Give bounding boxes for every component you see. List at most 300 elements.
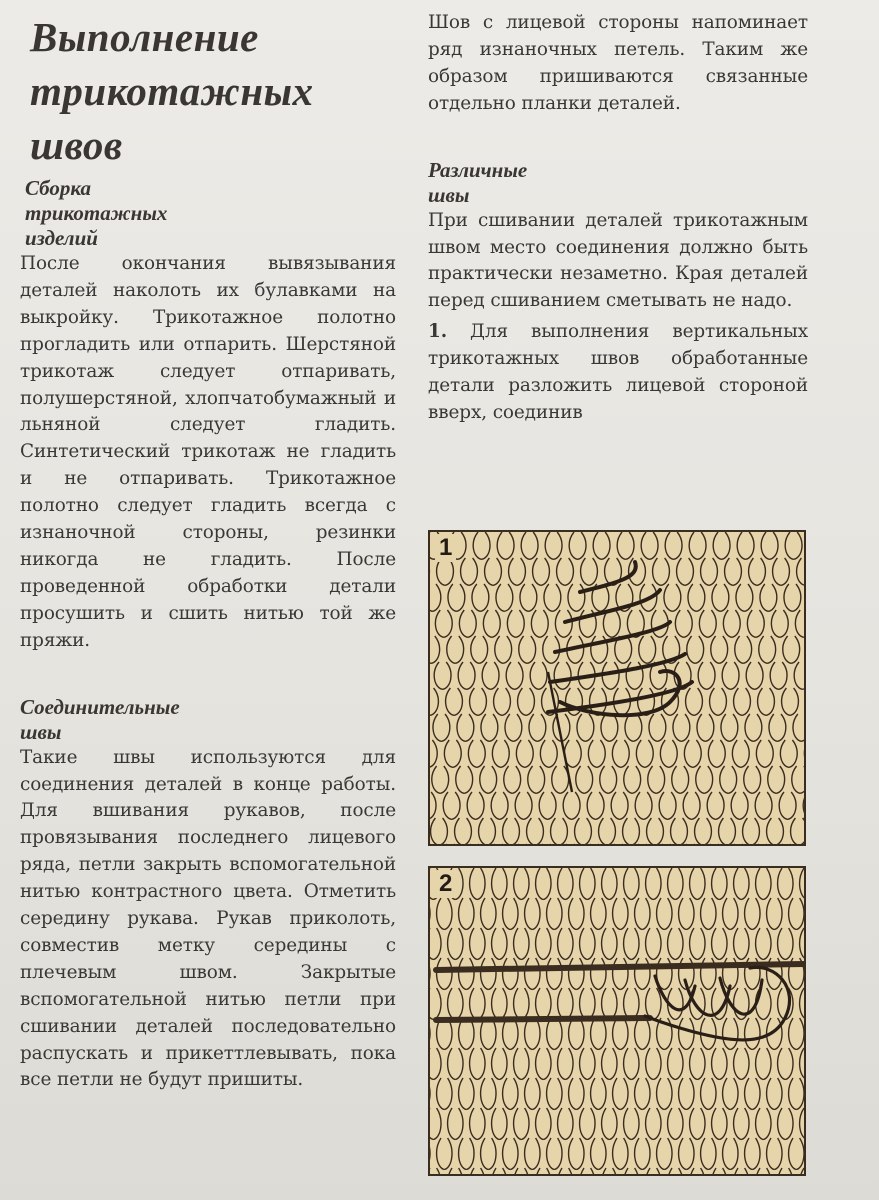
knit-stitch xyxy=(617,532,634,559)
knit-stitch xyxy=(473,532,490,559)
knit-stitch xyxy=(430,636,440,663)
knit-stitch xyxy=(679,1018,694,1050)
knit-stitch xyxy=(675,610,692,637)
knit-stitch xyxy=(529,714,546,741)
knit-stitch xyxy=(746,662,763,689)
knit-stitch xyxy=(536,928,551,960)
knit-stitch xyxy=(470,988,485,1020)
knit-stitch xyxy=(603,610,620,637)
knit-stitch xyxy=(771,610,788,637)
knit-stitch xyxy=(470,688,487,715)
knit-stitch xyxy=(744,766,761,793)
figure-2-drawing xyxy=(430,868,804,1174)
knit-stitch xyxy=(732,740,749,767)
knit-stitch xyxy=(778,1168,793,1174)
continuation-text: Шов с лицевой стороны напоминает ряд изнаночных петель. Таким же образом пришиваются связанные отдельно планки деталей. xyxy=(428,12,808,114)
knit-stitch xyxy=(602,1108,617,1140)
knit-stitch xyxy=(792,766,804,793)
knit-stitch xyxy=(482,662,499,689)
knit-stitch xyxy=(569,958,584,990)
section-text-various: При сшивании деталей трикотажным швом место соединения должно быть практически незаметно. Края деталей перед сшиванием сметывать не надо. xyxy=(428,209,808,312)
knit-stitch xyxy=(635,1138,650,1170)
knit-stitch xyxy=(800,928,804,960)
knit-stitch xyxy=(613,958,628,990)
knit-stitch xyxy=(778,928,793,960)
page-title: Выполнение трикотажных швов xyxy=(30,14,314,168)
knit-stitch xyxy=(458,662,475,689)
knit-stitch xyxy=(547,1138,562,1170)
knit-stitch xyxy=(516,740,533,767)
knit-stitch xyxy=(545,532,562,559)
knit-stitch xyxy=(448,1048,463,1080)
knit-stitch xyxy=(503,818,520,844)
knit-stitch xyxy=(432,766,449,793)
knit-stitch xyxy=(527,818,544,844)
knit-stitch xyxy=(434,662,451,689)
knit-stitch xyxy=(470,1048,485,1080)
left-column xyxy=(20,10,396,1094)
knit-stitch xyxy=(536,1168,551,1174)
knit-stitch xyxy=(507,610,524,637)
knit-stitch xyxy=(503,1078,518,1110)
knit-stitch xyxy=(544,584,561,611)
knit-stitch xyxy=(734,1168,749,1174)
knit-stitch xyxy=(492,740,509,767)
knit-stitch xyxy=(569,1138,584,1170)
knit-stitch xyxy=(649,714,666,741)
knit-stitch xyxy=(720,766,737,793)
knit-stitch xyxy=(514,1048,529,1080)
knit-stitch xyxy=(734,928,749,960)
knit-stitch xyxy=(697,714,714,741)
knit-stitch xyxy=(789,1078,804,1110)
knit-stitch xyxy=(646,1048,661,1080)
knit-stitch xyxy=(773,558,790,585)
knit-stitch xyxy=(520,584,537,611)
knit-stitch xyxy=(721,714,738,741)
knit-stitch xyxy=(552,766,569,793)
knit-stitch xyxy=(690,1168,705,1174)
knit-stitch xyxy=(646,1168,661,1174)
knit-stitch xyxy=(580,1168,595,1174)
knit-stitch xyxy=(695,818,712,844)
knit-stitch xyxy=(503,1018,518,1050)
knit-stitch xyxy=(602,988,617,1020)
knit-stitch xyxy=(668,868,683,900)
knit-stitch xyxy=(701,558,718,585)
knit-stitch xyxy=(547,1018,562,1050)
knit-stitch xyxy=(602,868,617,900)
knit-stitch xyxy=(624,1048,639,1080)
knit-stitch xyxy=(444,740,461,767)
knit-stitch xyxy=(778,1048,793,1080)
knit-stitch xyxy=(521,532,538,559)
knit-stitch xyxy=(635,958,650,990)
knit-stitch xyxy=(497,532,514,559)
knit-stitch xyxy=(745,714,762,741)
knit-stitch xyxy=(665,532,682,559)
knit-stitch xyxy=(448,1168,463,1174)
knit-stitch xyxy=(588,740,605,767)
knit-stitch xyxy=(492,868,507,900)
figure-1-number: 1 xyxy=(435,534,456,562)
knit-stitch xyxy=(459,958,474,990)
knit-stitch xyxy=(756,740,773,767)
knit-stitch xyxy=(447,636,464,663)
knit-stitch xyxy=(683,792,700,819)
knit-stitch xyxy=(437,1138,452,1170)
knit-stitch xyxy=(635,792,652,819)
knit-stitch xyxy=(531,610,548,637)
knit-stitch xyxy=(789,898,804,930)
knit-stitch xyxy=(734,868,749,900)
knit-stitch xyxy=(624,766,641,793)
knit-stitch xyxy=(723,1138,738,1170)
knit-stitch xyxy=(688,584,705,611)
knit-stitch xyxy=(648,766,665,793)
knit-stitch xyxy=(479,818,496,844)
knit-stitch xyxy=(459,1078,474,1110)
knit-stitch xyxy=(668,1048,683,1080)
knit-stitch xyxy=(576,766,593,793)
knit-stitch xyxy=(723,1078,738,1110)
knit-stitch xyxy=(800,1168,804,1174)
knit-stitch xyxy=(722,662,739,689)
knit-stitch xyxy=(536,1048,551,1080)
knit-stitch xyxy=(591,958,606,990)
knit-stitch xyxy=(602,928,617,960)
knit-stitch xyxy=(569,1078,584,1110)
knit-stitch xyxy=(496,584,513,611)
knit-stitch xyxy=(756,928,771,960)
knit-stitch xyxy=(779,792,796,819)
knit-stitch xyxy=(528,766,545,793)
knit-stitch xyxy=(657,1138,672,1170)
knit-stitch xyxy=(525,898,540,930)
knit-stitch xyxy=(515,792,532,819)
knit-stitch xyxy=(800,988,804,1020)
knit-stitch xyxy=(723,898,738,930)
knit-stitch xyxy=(635,898,650,930)
knit-stitch xyxy=(580,988,595,1020)
knit-stitch xyxy=(492,1048,507,1080)
knit-stitch xyxy=(470,868,485,900)
knit-stitch xyxy=(539,792,556,819)
knit-stitch xyxy=(668,1108,683,1140)
knit-stitch xyxy=(557,558,574,585)
knit-stitch xyxy=(747,610,764,637)
knit-stitch xyxy=(430,792,436,819)
knit-stitch xyxy=(623,818,640,844)
knit-stitch xyxy=(671,818,688,844)
knit-stitch xyxy=(443,792,460,819)
knit-stitch xyxy=(468,740,485,767)
knit-stitch xyxy=(769,714,786,741)
knit-stitch xyxy=(435,610,452,637)
knit-stitch xyxy=(569,1018,584,1050)
knit-stitch xyxy=(558,1048,573,1080)
section-heading-assembly: Сборка трикотажных изделий xyxy=(25,176,168,250)
knit-stitch xyxy=(613,1078,628,1110)
knit-stitch xyxy=(547,898,562,930)
knit-stitch xyxy=(519,636,536,663)
knit-stitch xyxy=(734,688,751,715)
knit-stitch xyxy=(699,610,716,637)
knit-stitch xyxy=(712,928,727,960)
knit-stitch xyxy=(789,1138,804,1170)
knit-stitch xyxy=(639,636,656,663)
knit-stitch xyxy=(525,1018,540,1050)
knit-stitch xyxy=(580,928,595,960)
knit-stitch xyxy=(430,740,437,767)
knit-stitch xyxy=(459,1138,474,1170)
knit-stitch xyxy=(483,610,500,637)
knit-stitch xyxy=(536,868,551,900)
knit-stitch xyxy=(745,1018,760,1050)
knit-stitch xyxy=(690,868,705,900)
knit-stitch xyxy=(492,988,507,1020)
knit-stitch xyxy=(770,662,787,689)
knit-stitch xyxy=(767,1138,782,1170)
knit-stitch xyxy=(430,928,441,960)
knit-stitch xyxy=(755,792,772,819)
knit-stitch xyxy=(470,1108,485,1140)
section-text-assembly: После окончания вывязывания деталей наколоть их булавками на выкройку. Трикотажное полотно прогладить или отпарить. Шерстяной трикотаж следует отпаривать, полушерстяной, хлопчатобумажный и льняной следует гладить. Синтетический трикотаж не гладить и не отпаривать. Трикотажное полотно следует гладить всегда с изнаночной стороны, резинки никогда не гладить. После проведенной обработки детали просушить и сшить нитью той же пряжи. xyxy=(20,253,396,651)
figure-1-drawing xyxy=(430,532,804,844)
knit-stitch xyxy=(492,1168,507,1174)
knit-stitch xyxy=(577,714,594,741)
knit-stitch xyxy=(712,1048,727,1080)
knit-stitch xyxy=(745,898,760,930)
knit-stitch xyxy=(533,558,550,585)
knit-stitch xyxy=(760,584,777,611)
knit-stitch xyxy=(456,766,473,793)
knit-stitch xyxy=(743,818,760,844)
knit-stitch xyxy=(433,714,450,741)
knit-stitch xyxy=(646,988,661,1020)
knit-stitch xyxy=(673,714,690,741)
knit-stitch xyxy=(624,1108,639,1140)
knit-stitch xyxy=(653,558,670,585)
knit-stitch xyxy=(558,928,573,960)
knit-stitch xyxy=(472,584,489,611)
knit-stitch xyxy=(485,558,502,585)
knit-stitch xyxy=(470,928,485,960)
knit-stitch xyxy=(778,868,793,900)
knit-stitch xyxy=(659,792,676,819)
knit-stitch xyxy=(601,714,618,741)
knit-stitch xyxy=(558,868,573,900)
knit-stitch xyxy=(785,532,802,559)
knit-stitch xyxy=(580,868,595,900)
knit-stitch xyxy=(756,1048,771,1080)
knit-stitch xyxy=(636,740,653,767)
knit-stitch xyxy=(448,584,465,611)
knit-stitch xyxy=(514,1168,529,1174)
knit-stitch xyxy=(494,688,511,715)
knit-stitch xyxy=(430,1168,441,1174)
knit-stitch xyxy=(780,740,797,767)
knit-stitch xyxy=(723,610,740,637)
knit-stitch xyxy=(481,1138,496,1170)
knit-stitch xyxy=(536,1108,551,1140)
knit-stitch xyxy=(471,636,488,663)
knit-stitch xyxy=(536,988,551,1020)
knit-stitch xyxy=(448,1108,463,1140)
knit-stitch xyxy=(613,1138,628,1170)
knit-stitch xyxy=(430,688,438,715)
knit-stitch xyxy=(591,898,606,930)
knit-stitch xyxy=(437,558,454,585)
knit-stitch xyxy=(759,636,776,663)
knit-stitch xyxy=(756,988,771,1020)
knit-stitch xyxy=(624,928,639,960)
knit-stitch xyxy=(768,766,785,793)
knit-stitch xyxy=(723,1018,738,1050)
knit-stitch xyxy=(756,1168,771,1174)
knit-stitch xyxy=(696,766,713,793)
knit-stitch xyxy=(712,1108,727,1140)
knit-stitch xyxy=(657,1078,672,1110)
knit-stitch xyxy=(635,1018,650,1050)
knit-stitch xyxy=(554,662,571,689)
knit-stitch xyxy=(679,1078,694,1110)
knit-stitch xyxy=(611,792,628,819)
knit-stitch xyxy=(712,1168,727,1174)
knit-stitch xyxy=(767,1078,782,1110)
knit-stitch xyxy=(581,558,598,585)
knit-stitch xyxy=(712,584,729,611)
knit-stitch xyxy=(641,532,658,559)
knit-stitch xyxy=(503,898,518,930)
knit-stitch xyxy=(793,714,804,741)
knit-stitch xyxy=(624,988,639,1020)
knit-stitch xyxy=(679,1138,694,1170)
knit-stitch xyxy=(430,988,441,1020)
knit-stitch xyxy=(540,740,557,767)
knit-stitch xyxy=(495,636,512,663)
knit-stitch xyxy=(660,740,677,767)
knit-stitch xyxy=(797,558,804,585)
knit-stitch xyxy=(719,818,736,844)
knit-stitch xyxy=(803,792,804,819)
knit-stitch xyxy=(745,1138,760,1170)
knit-stitch xyxy=(514,868,529,900)
knit-stitch xyxy=(470,1168,485,1174)
knit-stitch xyxy=(800,868,804,900)
knit-stitch xyxy=(558,1108,573,1140)
section-heading-connecting: Соединительные швы xyxy=(20,694,180,744)
knit-stitch xyxy=(689,532,706,559)
knit-stitch xyxy=(737,532,754,559)
knit-stitch xyxy=(514,1108,529,1140)
knit-stitch xyxy=(580,1108,595,1140)
step-1-body: Для выполнения вертикальных трикотажных швов обработанные детали разложить лицевой стороной вверх, соединив xyxy=(428,321,808,423)
knit-stitch xyxy=(668,1168,683,1174)
knit-stitch xyxy=(701,1078,716,1110)
knit-stitch xyxy=(555,610,572,637)
knit-stitch xyxy=(437,1078,452,1110)
knit-stitch xyxy=(734,1108,749,1140)
knit-stitch xyxy=(761,532,778,559)
knit-stitch xyxy=(795,610,804,637)
knit-stitch xyxy=(459,610,476,637)
knit-stitch xyxy=(509,558,526,585)
knit-stitch xyxy=(558,1168,573,1174)
knit-stitch xyxy=(437,898,452,930)
right-column xyxy=(428,10,808,427)
knit-stitch xyxy=(591,1078,606,1110)
knit-stitch xyxy=(734,1048,749,1080)
knit-stitch xyxy=(518,688,535,715)
knit-stitch xyxy=(455,818,472,844)
knit-stitch xyxy=(784,584,801,611)
knit-stitch xyxy=(525,1078,540,1110)
figure-2-illustration xyxy=(428,866,806,1176)
knit-stitch xyxy=(430,1048,441,1080)
knit-stitch xyxy=(735,636,752,663)
knit-stitch xyxy=(491,792,508,819)
knit-stitch xyxy=(437,958,452,990)
knit-stitch xyxy=(690,1048,705,1080)
knit-stitch xyxy=(690,928,705,960)
knit-stitch xyxy=(587,792,604,819)
knit-stitch xyxy=(481,958,496,990)
knit-stitch xyxy=(657,898,672,930)
knit-stitch xyxy=(593,532,610,559)
knit-stitch xyxy=(698,662,715,689)
knit-stitch xyxy=(756,868,771,900)
knit-stitch xyxy=(701,1138,716,1170)
section-text-connecting: Такие швы используются для соединения деталей в конце работы. Для вшивания рукавов, после провязывания последнего лицевого ряда, петли закрыть вспомогательной нитью контрастного цвета. Отметить середину рукава. Рукав приколоть, совместив метку середины с плечевым швом. Закрытые вспомогательной нитью петли при сшивании деталей последовательно распускать и прикеттлевывать, пока все петли не будут пришиты. xyxy=(20,746,396,1091)
knit-stitch xyxy=(612,740,629,767)
knit-stitch xyxy=(580,1048,595,1080)
knit-stitch xyxy=(625,714,642,741)
knit-stitch xyxy=(686,688,703,715)
knit-stitch xyxy=(551,818,568,844)
knit-stitch xyxy=(430,1108,441,1140)
knit-stitch xyxy=(778,1108,793,1140)
figure-1-illustration xyxy=(428,530,806,846)
knit-stitch xyxy=(624,868,639,900)
knit-stitch xyxy=(530,662,547,689)
knit-stitch xyxy=(503,1138,518,1170)
knit-stitch xyxy=(711,636,728,663)
knit-stitch xyxy=(481,1078,496,1110)
knit-stitch xyxy=(457,714,474,741)
knit-stitch xyxy=(492,1108,507,1140)
knit-stitch xyxy=(687,636,704,663)
knit-stitch xyxy=(514,988,529,1020)
knit-stitch xyxy=(708,740,725,767)
knit-stitch xyxy=(492,928,507,960)
knit-stitch xyxy=(745,1078,760,1110)
knit-stitch xyxy=(707,792,724,819)
knit-stitch xyxy=(481,1018,496,1050)
knit-stitch xyxy=(525,958,540,990)
knit-stitch xyxy=(446,688,463,715)
knit-stitch xyxy=(677,558,694,585)
knit-stitch xyxy=(684,740,701,767)
knit-fabric-pattern xyxy=(430,532,804,844)
figure-2-number: 2 xyxy=(435,870,456,898)
knit-stitch xyxy=(668,928,683,960)
knit-stitch xyxy=(599,818,616,844)
knit-stitch xyxy=(756,1108,771,1140)
knit-stitch xyxy=(800,1108,804,1140)
knit-stitch xyxy=(569,532,586,559)
knit-stitch xyxy=(791,818,804,844)
